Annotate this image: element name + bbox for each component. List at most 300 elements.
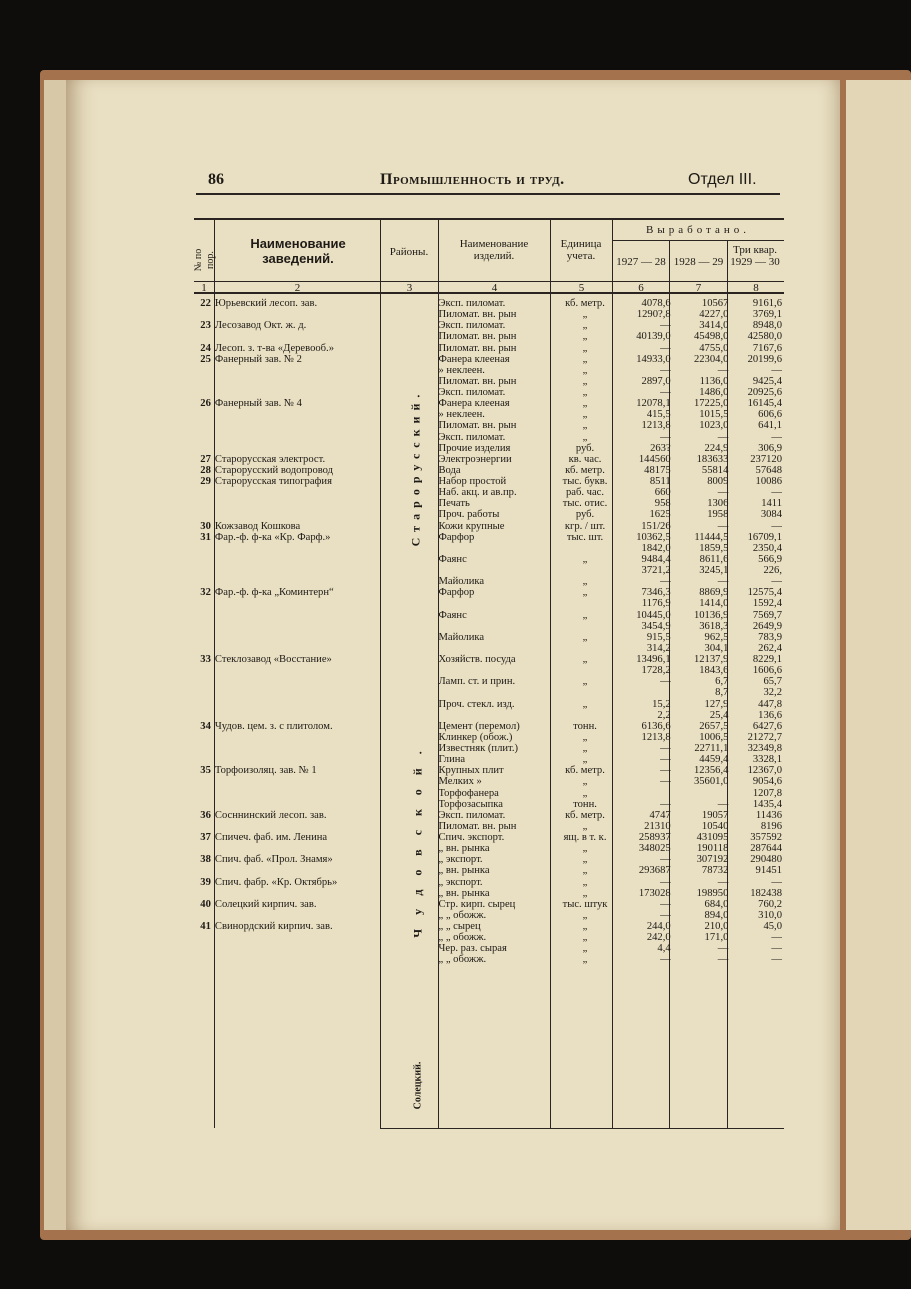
row-number: 41 — [200, 921, 211, 932]
unit: „ — [582, 342, 588, 354]
district-cell — [381, 298, 437, 309]
header-produced: Выработано. — [645, 224, 751, 236]
unit: „ — [582, 909, 588, 921]
district-cell — [381, 865, 437, 876]
value-1927-28: 244,0 — [646, 921, 671, 932]
column-number: 7 — [695, 282, 702, 294]
table-row — [194, 554, 784, 565]
row-number: 35 — [200, 765, 211, 777]
product-name: Прочие изделия — [438, 442, 511, 454]
table-row — [194, 954, 784, 965]
district-cell — [381, 521, 437, 532]
table-row — [194, 943, 784, 954]
table-row — [194, 598, 784, 609]
row-number — [194, 443, 213, 454]
district-cell — [381, 532, 437, 543]
value-1929-30: 20199,6 — [747, 353, 782, 365]
establishment-name — [213, 610, 381, 621]
table-bottom-rule — [380, 1128, 784, 1129]
product-name: Наб. акц. и ав.пр. — [438, 487, 517, 499]
row-number: 28 — [200, 464, 211, 476]
value-1927-28: 1176,9 — [641, 598, 671, 610]
table-row — [194, 810, 784, 821]
value-1929-30: 3084 — [760, 509, 782, 521]
value-1928-29: 3618,3 — [699, 620, 729, 632]
table-row — [194, 854, 784, 865]
value-1929-30: 21272,7 — [747, 731, 782, 743]
product-name: Ламп. ст. и прин. — [438, 676, 516, 688]
establishment-name: Чудов. цем. з. с плитолом. — [214, 720, 333, 732]
district-cell — [381, 476, 437, 487]
value-1929-30: 2649,9 — [752, 620, 782, 632]
value-1927-28: 4078,6 — [641, 298, 671, 309]
unit: „ — [582, 587, 588, 599]
unit — [553, 710, 617, 721]
table-row — [194, 776, 784, 787]
district-cell — [381, 576, 437, 587]
row-number — [194, 554, 213, 565]
value-1929-30: 641,1 — [758, 420, 782, 432]
district-cell — [381, 432, 437, 443]
header-name: Наименование заведений. — [250, 236, 346, 266]
district-cell — [381, 443, 437, 454]
table-row — [194, 576, 784, 587]
value-1929-30: — — [771, 520, 782, 532]
row-number — [194, 776, 213, 787]
row-number — [194, 699, 213, 710]
establishment-name — [213, 554, 381, 565]
column-number: 5 — [578, 282, 585, 294]
value-1928-29: 304,1 — [704, 642, 729, 654]
table-row — [194, 532, 784, 543]
row-number — [194, 576, 213, 587]
unit — [553, 598, 617, 609]
value-1927-28: 14933,0 — [636, 353, 671, 365]
value-1927-28: 4,4 — [657, 943, 671, 955]
value-1927-28: — — [660, 909, 671, 921]
unit: кб. метр. — [565, 809, 605, 821]
product-name — [436, 598, 553, 609]
value-1928-29: — — [717, 487, 729, 499]
value-1928-29: 1136,0 — [699, 375, 729, 387]
district-cell — [381, 799, 437, 810]
row-number — [194, 598, 213, 609]
table-row — [194, 743, 784, 754]
value-1928-29: 19057 — [701, 809, 729, 821]
unit — [553, 565, 617, 576]
district-cell — [381, 910, 437, 921]
establishment-name — [213, 843, 381, 854]
header-district: Районы. — [389, 246, 429, 258]
value-1929-30: 1435,4 — [752, 798, 782, 810]
establishment-name — [213, 799, 381, 810]
district-cell — [381, 687, 437, 698]
column-number: 6 — [638, 282, 644, 294]
value-1929-30: 566,9 — [758, 553, 782, 565]
value-1929-30: 65,7 — [763, 676, 782, 688]
value-1927-28: 21310 — [644, 820, 671, 832]
product-name: Кожи крупные — [438, 520, 505, 532]
row-number: 39 — [200, 876, 211, 888]
unit: „ — [582, 420, 588, 432]
value-1927-28: 1728,2 — [641, 665, 671, 677]
row-number — [194, 943, 213, 954]
value-1928-29: 1843,6 — [699, 665, 729, 677]
value-1929-30: 357592 — [750, 832, 782, 843]
unit: „ — [582, 731, 588, 743]
table-row — [194, 443, 784, 454]
value-1929-30: — — [771, 932, 782, 944]
table-row — [194, 721, 784, 732]
district-cell — [381, 320, 437, 331]
district-cell — [381, 365, 437, 376]
value-1928-29: 12137,9 — [693, 654, 729, 665]
district-cell — [381, 398, 437, 409]
table-row — [194, 899, 784, 910]
table-row — [194, 376, 784, 387]
district-cell — [381, 843, 437, 854]
row-number — [194, 843, 213, 854]
value-1928-29: 17225,0 — [693, 398, 729, 410]
product-name: Фанера клееная — [438, 398, 510, 410]
establishment-name: Фанерный зав. № 2 — [214, 353, 302, 365]
value-1927-28: — — [660, 854, 671, 866]
establishment-name: Спич. фаб. «Прол. Знамя» — [214, 854, 333, 866]
unit: „ — [582, 431, 588, 443]
row-number — [194, 621, 213, 632]
product-name: Спич. экспорт. — [438, 832, 505, 843]
value-1927-28: — — [660, 676, 671, 688]
table-row — [194, 754, 784, 765]
value-1929-30: — — [771, 487, 782, 499]
establishment-name — [213, 932, 381, 943]
product-name: „ вн. рынка — [438, 887, 490, 899]
value-1929-30: 12367,0 — [747, 765, 782, 777]
product-name: Набор простой — [438, 476, 507, 487]
table-row — [194, 799, 784, 810]
establishment-name — [213, 420, 381, 431]
value-1929-30: 8948,0 — [752, 320, 782, 332]
table-row — [194, 710, 784, 721]
header-rule — [196, 193, 780, 195]
product-name: „ „ обожж. — [438, 909, 487, 921]
unit: кв. час. — [568, 453, 602, 465]
unit: „ — [582, 865, 588, 877]
unit: „ — [582, 576, 588, 588]
header-product: Наименование изделий. — [459, 238, 529, 262]
row-number — [194, 687, 213, 698]
establishment-name — [213, 888, 381, 899]
district-cell — [381, 509, 437, 520]
district-cell — [381, 376, 437, 387]
district-cell — [381, 854, 437, 865]
district-label: Солецкий. — [412, 1061, 424, 1110]
unit — [553, 621, 617, 632]
unit: „ — [582, 375, 588, 387]
value-1927-28: — — [660, 876, 671, 888]
unit: тыс. букв. — [562, 476, 608, 487]
product-name: Стр. кирп. сырец — [438, 898, 516, 910]
page-number: 86 — [208, 171, 224, 188]
header-year-2: 1928 — 29 — [673, 256, 724, 268]
value-1928-29: 22304,0 — [693, 353, 729, 365]
table-row — [194, 409, 784, 420]
row-number: 26 — [200, 398, 211, 410]
value-1927-28: — — [660, 342, 671, 354]
product-name: Чер. раз. сырая — [438, 943, 507, 955]
value-1927-28: — — [660, 364, 671, 376]
value-1927-28: — — [660, 743, 671, 754]
establishment-name — [213, 710, 381, 721]
establishment-name — [213, 954, 381, 965]
row-number — [194, 799, 213, 810]
district-cell — [381, 776, 437, 787]
table-row — [194, 699, 784, 710]
table-row — [194, 476, 784, 487]
value-1928-29: 22711,1 — [694, 743, 729, 754]
product-name: Электроэнергии — [438, 453, 512, 465]
column-number: 1 — [201, 282, 207, 294]
establishment-name — [213, 754, 381, 765]
product-name: » неклеен. — [438, 409, 485, 421]
value-1928-29: 8869,9 — [699, 587, 729, 599]
product-name: Пиломат. вн. рын — [438, 375, 517, 387]
unit: „ — [582, 409, 588, 421]
district-cell — [381, 721, 437, 732]
district-cell — [381, 387, 437, 398]
establishment-name: Фар.-ф. ф-ка «Кр. Фарф.» — [214, 531, 331, 543]
establishment-name: Спич. фабр. «Кр. Октябрь» — [214, 876, 338, 888]
row-number: 40 — [200, 898, 211, 910]
value-1929-30: 32,2 — [763, 687, 782, 699]
value-1929-30: 16709,1 — [747, 531, 782, 543]
establishment-name — [213, 732, 381, 743]
table-row — [194, 365, 784, 376]
establishment-name — [213, 687, 381, 698]
value-1929-30: 45,0 — [763, 921, 782, 932]
row-number — [194, 821, 213, 832]
row-number: 37 — [200, 832, 211, 843]
row-number — [194, 932, 213, 943]
unit: „ — [582, 943, 588, 955]
establishment-name — [213, 676, 381, 687]
product-name: „ вн. рынка — [438, 843, 490, 855]
product-name: Печать — [438, 498, 470, 510]
product-name: Проч. работы — [438, 509, 500, 521]
row-number: 23 — [200, 320, 211, 332]
value-1928-29: 35601,0 — [693, 776, 729, 788]
table-row — [194, 732, 784, 743]
table-row — [194, 509, 784, 520]
value-1927-28: 293687 — [638, 865, 671, 877]
product-name — [436, 665, 553, 676]
district-cell — [381, 943, 437, 954]
district-cell — [381, 543, 437, 554]
establishment-name — [213, 643, 381, 654]
value-1928-29: 307192 — [696, 854, 729, 866]
value-1927-28: 660 — [654, 487, 671, 499]
row-number — [194, 309, 213, 320]
value-1928-29 — [673, 788, 731, 799]
value-1928-29: 2657,5 — [699, 720, 729, 732]
value-1929-30: 1592,4 — [752, 598, 782, 610]
row-number: 22 — [200, 298, 211, 309]
unit: „ — [582, 698, 588, 710]
product-name: Проч. стекл. изд. — [438, 698, 515, 710]
row-number: 38 — [200, 854, 211, 866]
value-1929-30: — — [771, 364, 782, 376]
establishment-name — [213, 432, 381, 443]
value-1927-28: — — [660, 954, 671, 966]
table-row — [194, 910, 784, 921]
product-name: » неклеен. — [438, 364, 485, 376]
product-name: Фаянс — [438, 553, 467, 565]
establishment-name — [213, 387, 381, 398]
district-cell — [381, 498, 437, 509]
value-1927-28 — [617, 788, 673, 799]
district-cell — [381, 788, 437, 799]
table-row — [194, 398, 784, 409]
establishment-name: Спичеч. фаб. им. Ленина — [214, 832, 328, 843]
district-cell — [381, 832, 437, 843]
establishment-name — [213, 943, 381, 954]
value-1928-29: 684,0 — [704, 898, 729, 910]
establishment-name — [213, 365, 381, 376]
value-1929-30: 310,0 — [758, 909, 782, 921]
value-1929-30: 262,4 — [758, 642, 782, 654]
row-number — [194, 888, 213, 899]
value-1929-30: 182438 — [750, 887, 782, 899]
product-name: Фанера клееная — [438, 353, 510, 365]
product-name — [436, 565, 553, 576]
row-number: 27 — [200, 453, 211, 465]
district-cell — [381, 610, 437, 621]
value-1927-28: 6136,6 — [641, 720, 671, 732]
table-row — [194, 309, 784, 320]
product-name: Майолика — [438, 631, 485, 643]
table-row — [194, 643, 784, 654]
value-1928-29: 1414,0 — [699, 598, 729, 610]
value-1928-29: 4459,4 — [699, 754, 729, 766]
value-1928-29: 1023,0 — [699, 420, 729, 432]
value-1929-30: 237120 — [750, 453, 782, 465]
value-1927-28: 10362,5 — [636, 531, 671, 543]
value-1929-30: 7167,6 — [752, 342, 782, 354]
row-number — [194, 632, 213, 643]
value-1927-28: 9484,4 — [641, 553, 671, 565]
establishment-name — [213, 443, 381, 454]
district-cell — [381, 354, 437, 365]
establishment-name — [213, 409, 381, 420]
unit: „ — [582, 320, 588, 332]
row-number — [194, 676, 213, 687]
value-1927-28: 40139,0 — [636, 331, 671, 343]
row-number — [194, 509, 213, 520]
value-1928-29: 3245,1 — [699, 565, 729, 576]
value-1927-28: 1290?,8 — [636, 309, 671, 321]
value-1928-29: 183633 — [696, 453, 729, 465]
unit: „ — [582, 854, 588, 866]
value-1927-28: 144560 — [638, 453, 671, 465]
establishment-name: Лесоп. з. т-ва «Деревооб.» — [214, 342, 334, 354]
unit — [553, 543, 617, 554]
value-1929-30: 226, — [763, 565, 782, 576]
value-1928-29: 1958 — [707, 509, 729, 521]
value-1929-30: — — [771, 876, 782, 888]
table-row — [194, 921, 784, 932]
table-row — [194, 765, 784, 776]
establishment-name: Солецкий кирпич. зав. — [214, 898, 317, 910]
product-name — [436, 710, 553, 721]
value-1927-28 — [617, 687, 673, 698]
value-1928-29: 10567 — [701, 298, 729, 309]
establishment-name — [213, 487, 381, 498]
value-1928-29: 6,7 — [715, 676, 729, 688]
value-1929-30: 9054,6 — [752, 776, 782, 788]
district-cell — [381, 643, 437, 654]
value-1927-28: 242,0 — [646, 932, 671, 944]
column-number: 8 — [753, 282, 759, 294]
value-1929-30: 447,8 — [758, 698, 782, 710]
value-1927-28: 958 — [654, 498, 671, 510]
table-row — [194, 687, 784, 698]
value-1928-29: 10540 — [701, 820, 729, 832]
district-cell — [381, 676, 437, 687]
district-cell — [381, 665, 437, 676]
unit: тыс. шт. — [566, 531, 604, 543]
row-number: 29 — [200, 476, 211, 487]
value-1927-28: 1213,8 — [641, 731, 671, 743]
unit: „ — [582, 331, 588, 343]
value-1929-30: 42580,0 — [747, 331, 782, 343]
row-number: 34 — [200, 720, 211, 732]
value-1927-28: 348025 — [638, 843, 671, 855]
value-1927-28: — — [660, 387, 671, 398]
table-row — [194, 521, 784, 532]
establishment-name: Торфоизоляц. зав. № 1 — [214, 765, 317, 777]
row-number — [194, 954, 213, 965]
district-cell — [381, 454, 437, 465]
unit: „ — [582, 876, 588, 888]
table-row — [194, 610, 784, 621]
establishment-name — [213, 788, 381, 799]
unit: кгр. / шт. — [564, 520, 606, 532]
value-1929-30: 3769,1 — [752, 309, 782, 321]
header-unit: Единица учета. — [560, 238, 602, 262]
table-row — [194, 432, 784, 443]
row-number — [194, 420, 213, 431]
value-1927-28: 415,5 — [646, 409, 671, 421]
table-row — [194, 888, 784, 899]
value-1927-28: 7346,3 — [641, 587, 671, 599]
row-number: 25 — [200, 353, 211, 365]
table-row — [194, 320, 784, 331]
value-1929-30: 20925,6 — [747, 387, 782, 398]
table-row — [194, 665, 784, 676]
row-number: 33 — [200, 654, 211, 665]
value-1928-29: — — [717, 364, 729, 376]
unit: „ — [582, 631, 588, 643]
row-number: 31 — [200, 531, 211, 543]
table-row — [194, 343, 784, 354]
value-1928-29: 962,5 — [704, 631, 729, 643]
establishment-name — [213, 565, 381, 576]
value-1927-28: 3454,9 — [641, 620, 671, 632]
unit: кб. метр. — [565, 298, 605, 309]
value-1929-30: 8196 — [760, 820, 782, 832]
district-cell — [381, 821, 437, 832]
establishment-name — [213, 376, 381, 387]
